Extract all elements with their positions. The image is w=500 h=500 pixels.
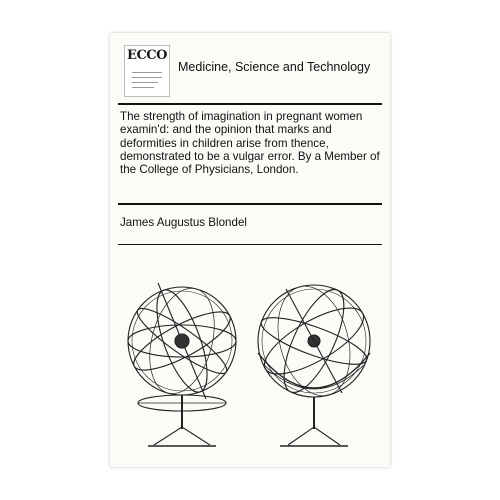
ecco-logo <box>124 45 170 97</box>
book-cover <box>110 33 390 467</box>
series-header <box>120 43 382 101</box>
book-title: The strength of imagination in pregnant women examin'd: and the opinion that marks and deformities in children arise from thence, demonstrated to be a vulgar error. By a Member of the College of Physicians, London. <box>120 110 380 177</box>
top-divider <box>118 103 382 105</box>
logo-wordmark: ECCO <box>127 48 167 63</box>
cover-illustration <box>118 253 382 458</box>
series-title: Medicine, Science and Technology <box>178 60 371 74</box>
armillary-sphere-icon <box>127 281 237 446</box>
author-divider <box>118 244 382 245</box>
title-divider <box>118 203 382 205</box>
armillary-sphere-icon <box>256 278 373 446</box>
author-name: James Augustus Blondel <box>120 216 247 229</box>
